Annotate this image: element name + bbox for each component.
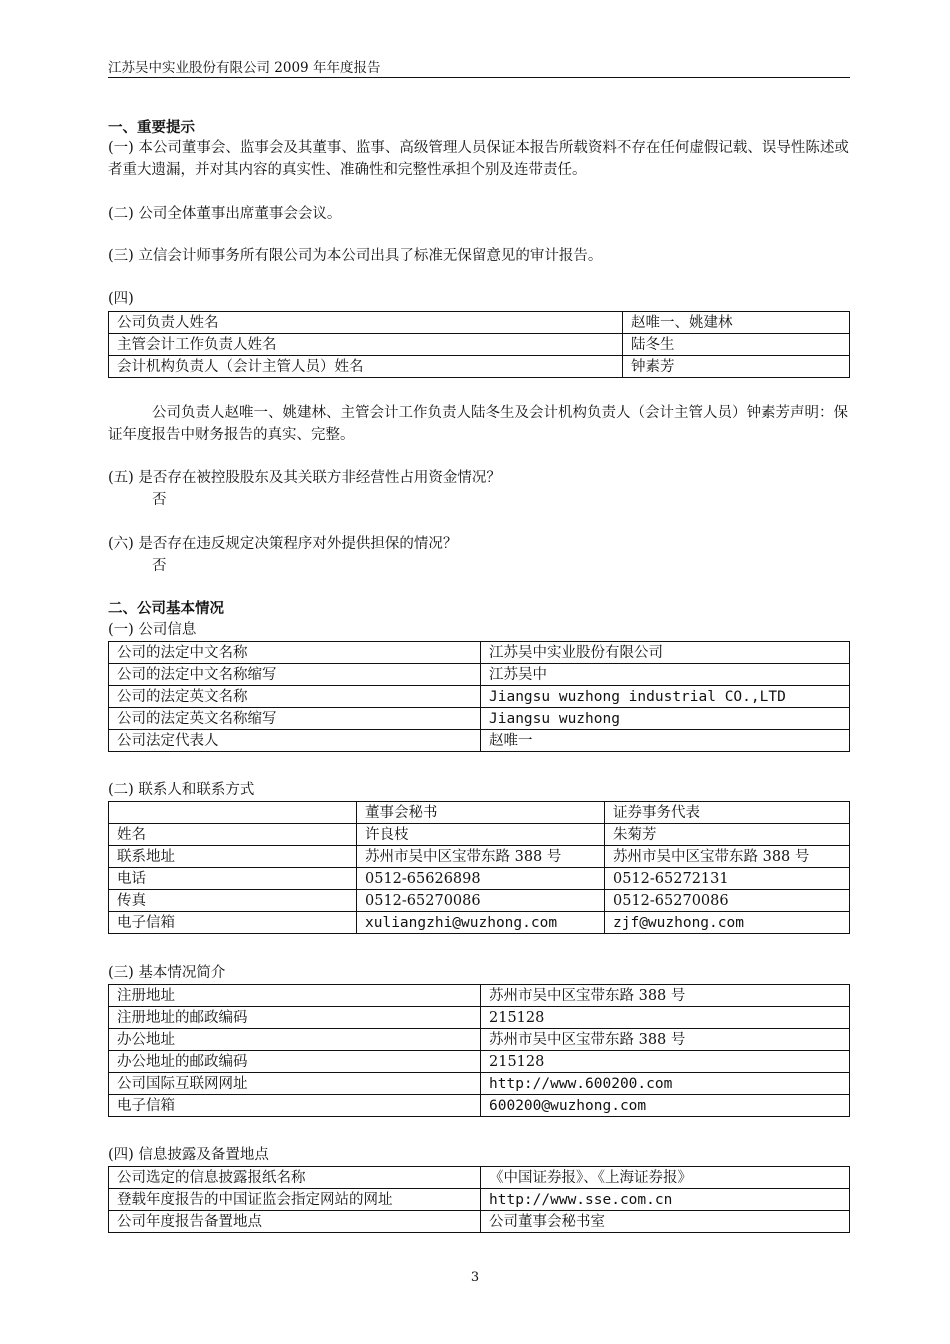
- responsibility-statement: 公司负责人赵唯一、姚建林、主管会计工作负责人陆冬生及会计机构负责人（会计主管人员）钟素芳声明：保证年度报告中财务报告的真实、完整。: [108, 405, 848, 443]
- table-cell: 钟素芳: [623, 356, 850, 378]
- email-link[interactable]: zjf@wuzhong.com: [605, 912, 850, 934]
- table-cell: 《中国证券报》、《上海证券报》: [481, 1167, 850, 1189]
- table-cell: 公司年度报告备置地点: [109, 1211, 481, 1233]
- table-cell: 电子信箱: [109, 1095, 481, 1117]
- table-cell: 注册地址的邮政编码: [109, 1007, 481, 1029]
- table-cell: 0512-65270086: [357, 890, 605, 912]
- notice-item-5-question: (五) 是否存在被控股股东及其关联方非经营性占用资金情况？: [108, 470, 501, 486]
- table-row: [109, 1095, 850, 1117]
- table-cell: 0512-65270086: [605, 890, 850, 912]
- notice-item-6-question: (六) 是否存在违反规定决策程序对外提供担保的情况？: [108, 536, 458, 552]
- table-row: [109, 1189, 850, 1211]
- table-row: [109, 356, 850, 378]
- company-info-table: [108, 641, 850, 752]
- notice-item-1: (一) 本公司董事会、监事会及其董事、监事、高级管理人员保证本报告所载资料不存在任何虚假记载、误导性陈述或者重大遗漏，并对其内容的真实性、准确性和完整性承担个别及连带责任。: [108, 140, 849, 178]
- table-row: [109, 686, 850, 708]
- page-number: 3: [470, 1270, 480, 1285]
- table-row: [109, 1007, 850, 1029]
- table-row: [109, 664, 850, 686]
- table-cell: 公司的法定英文名称: [109, 686, 481, 708]
- table-cell: 0512-65272131: [605, 868, 850, 890]
- table-cell: 注册地址: [109, 985, 481, 1007]
- subsection-disclosure: (四) 信息披露及备置地点: [108, 1147, 269, 1163]
- table-row: [109, 912, 850, 934]
- table-cell: 朱菊芳: [605, 824, 850, 846]
- website-link[interactable]: http://www.600200.com: [481, 1073, 850, 1095]
- table-row: [109, 1029, 850, 1051]
- table-cell: 办公地址的邮政编码: [109, 1051, 481, 1073]
- table-cell: 215128: [481, 1007, 850, 1029]
- table-cell: Jiangsu wuzhong industrial CO.,LTD: [481, 686, 850, 708]
- subsection-basic-info: (三) 基本情况简介: [108, 965, 226, 981]
- section-heading-company-basics: 二、公司基本情况: [108, 600, 224, 617]
- table-cell: 主管会计工作负责人姓名: [109, 334, 623, 356]
- table-cell: 赵唯一、姚建林: [623, 312, 850, 334]
- table-header-cell: [109, 802, 357, 824]
- table-header-row: [109, 802, 850, 824]
- subsection-contacts: (二) 联系人和联系方式: [108, 782, 255, 798]
- table-cell: 许良枝: [357, 824, 605, 846]
- table-header-cell: 证券事务代表: [605, 802, 850, 824]
- table-row: [109, 642, 850, 664]
- table-cell: 办公地址: [109, 1029, 481, 1051]
- table-row: [109, 1211, 850, 1233]
- table-header-cell: 董事会秘书: [357, 802, 605, 824]
- table-cell: 江苏吴中: [481, 664, 850, 686]
- table-cell: 苏州市吴中区宝带东路 388 号: [357, 846, 605, 868]
- table-cell: 电子信箱: [109, 912, 357, 934]
- table-row: [109, 1051, 850, 1073]
- table-cell: 公司负责人姓名: [109, 312, 623, 334]
- table-row: [109, 312, 850, 334]
- table-cell: 公司的法定中文名称: [109, 642, 481, 664]
- notice-item-3: (三) 立信会计师事务所有限公司为本公司出具了标准无保留意见的审计报告。: [108, 248, 603, 264]
- table-cell: 公司国际互联网网址: [109, 1073, 481, 1095]
- table-row: [109, 730, 850, 752]
- website-link[interactable]: http://www.sse.com.cn: [481, 1189, 850, 1211]
- table-cell: 传真: [109, 890, 357, 912]
- table-row: [109, 824, 850, 846]
- table-row: [109, 1073, 850, 1095]
- table-row: [109, 890, 850, 912]
- table-cell: 215128: [481, 1051, 850, 1073]
- table-cell: 会计机构负责人（会计主管人员）姓名: [109, 356, 623, 378]
- table-cell: 公司法定代表人: [109, 730, 481, 752]
- table-row: [109, 1167, 850, 1189]
- table-cell: 公司的法定英文名称缩写: [109, 708, 481, 730]
- table-cell: 苏州市吴中区宝带东路 388 号: [605, 846, 850, 868]
- table-cell: Jiangsu wuzhong: [481, 708, 850, 730]
- table-cell: 姓名: [109, 824, 357, 846]
- table-row: [109, 708, 850, 730]
- basic-info-table: [108, 984, 850, 1117]
- table-cell: 联系地址: [109, 846, 357, 868]
- table-cell: 赵唯一: [481, 730, 850, 752]
- table-cell: 登载年度报告的中国证监会指定网站的网址: [109, 1189, 481, 1211]
- notice-item-5-answer: 否: [152, 492, 167, 508]
- table-cell: 苏州市吴中区宝带东路 388 号: [481, 985, 850, 1007]
- table-cell: 公司选定的信息披露报纸名称: [109, 1167, 481, 1189]
- table-cell: 公司的法定中文名称缩写: [109, 664, 481, 686]
- running-header: 江苏吴中实业股份有限公司 2009 年年度报告: [108, 60, 381, 76]
- contacts-table: [108, 801, 850, 934]
- table-row: [109, 985, 850, 1007]
- table-row: [109, 868, 850, 890]
- table-cell: 苏州市吴中区宝带东路 388 号: [481, 1029, 850, 1051]
- table-cell: 电话: [109, 868, 357, 890]
- table-row: [109, 334, 850, 356]
- disclosure-table: [108, 1166, 850, 1233]
- table-cell: 陆冬生: [623, 334, 850, 356]
- table-cell: 公司董事会秘书室: [481, 1211, 850, 1233]
- notice-item-4-label: (四): [108, 291, 134, 307]
- header-rule: [108, 77, 850, 78]
- notice-item-2: (二) 公司全体董事出席董事会会议。: [108, 206, 342, 222]
- table-cell: 江苏吴中实业股份有限公司: [481, 642, 850, 664]
- email-link[interactable]: xuliangzhi@wuzhong.com: [357, 912, 605, 934]
- notice-item-6-answer: 否: [152, 558, 167, 574]
- officers-table: [108, 311, 850, 378]
- email-link[interactable]: 600200@wuzhong.com: [481, 1095, 850, 1117]
- subsection-company-info: (一) 公司信息: [108, 622, 197, 638]
- table-cell: 0512-65626898: [357, 868, 605, 890]
- table-row: [109, 846, 850, 868]
- section-heading-important: 一、重要提示: [108, 119, 195, 136]
